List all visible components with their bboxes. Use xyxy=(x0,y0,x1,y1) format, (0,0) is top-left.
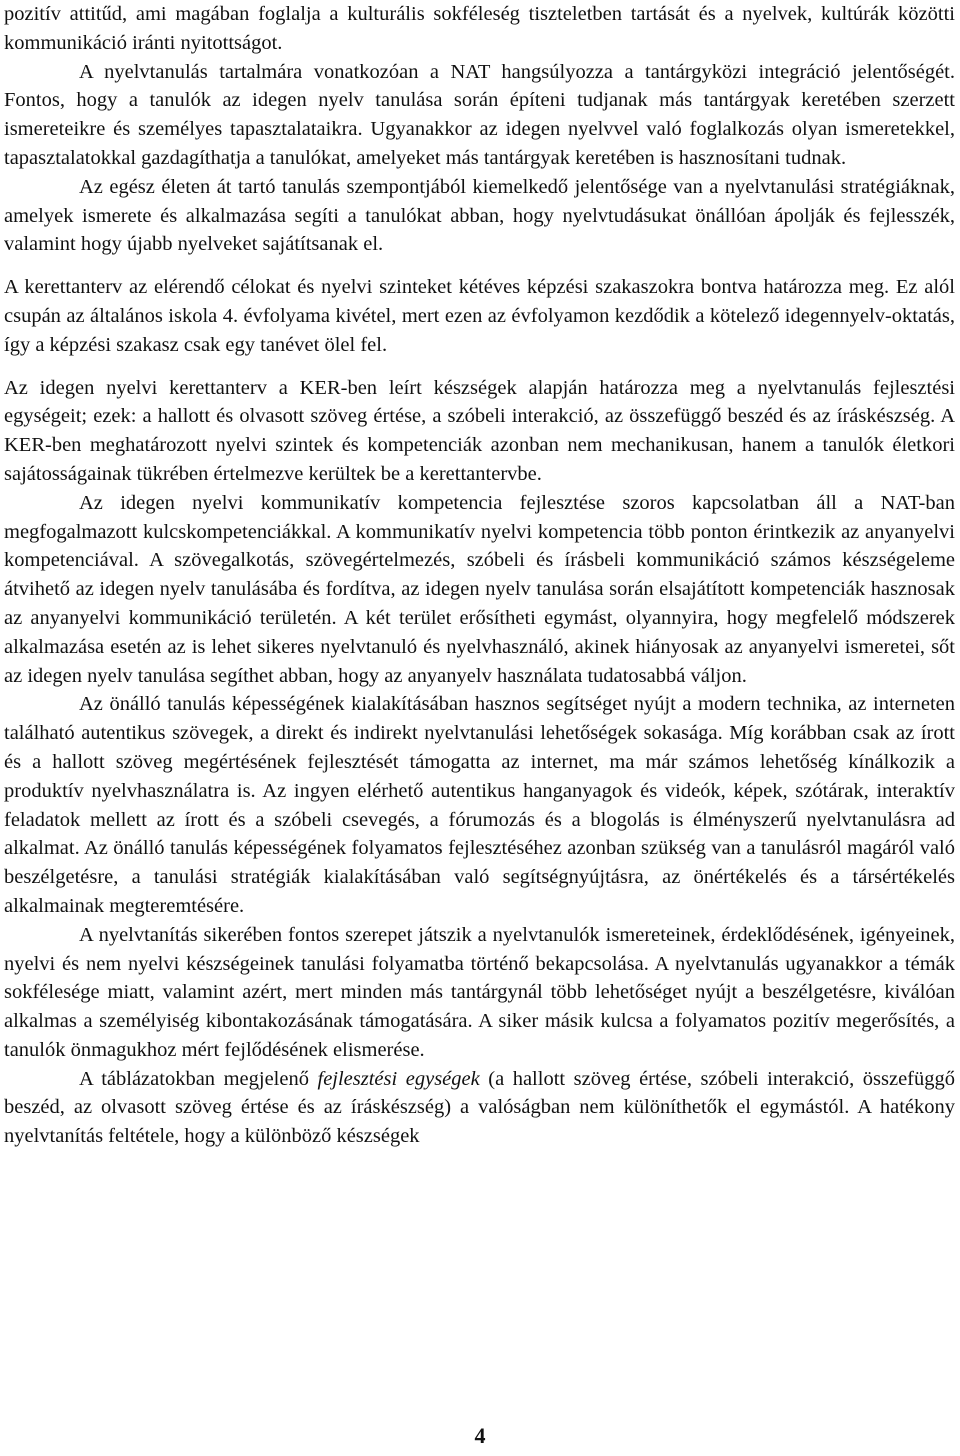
page-number: 4 xyxy=(474,1423,486,1448)
paragraph-7: Az önálló tanulás képességének kialakításában hasznos segítséget nyújt a modern technika, az interneten található autentikus szövegek, a direkt és indirekt nyelvtanulási lehetőségek sokasága. Míg korábban csak az írott és a hallott szöveg megértésének fejlesztését támogatta az internet, ma már számos lehetőség kínálkozik a produktív nyelvhasználatra is. Az ingyen elérhető autentikus hanganyagok és videók, képek, szótárak, interaktív feladatok mellett az írott és a szóbeli csevegés, a fórumozás és a blogolás is élményszerű nyelvtanulásra ad alkalmat. Az önálló tanulás képességének folyamatos fejlesztéséhez azonban szükség van a tanulásról magáról való beszélgetésre, a tanulási stratégiák kialakításában való segítségnyújtásra, az önértékelés és a társértékelés alkalmainak megteremtésére. xyxy=(4,693,955,917)
paragraph-8: A nyelvtanítás sikerében fontos szerepet játszik a nyelvtanulók ismereteinek, érdeklődésének, igényeinek, nyelvi és nem nyelvi készségeinek tanulási folyamatba történő bekapcsolása. A nyelvtanulás ugyanakkor a témák sokfélesége miatt, valamint azért, mert minden más tantárgynál több lehetőséget nyújt a beszélgetésre, kiválóan alkalmas a személyiség kibontakozásának támogatására. A siker másik kulcsa a folyamatos pozitív megerősítés, a tanulók önmagukhoz mért fejlődésének elismerése. xyxy=(4,923,955,1061)
paragraph-9 xyxy=(4,1065,955,1151)
document-page xyxy=(4,0,955,1151)
paragraph-2: A nyelvtanulás tartalmára vonatkozóan a NAT hangsúlyozza a tantárgyközi integráció jelentőségét. Fontos, hogy a tanulók az idegen nyelv tanulása során építeni tudjanak más tantárgyak keretében szerzett ismereteikre és személyes tapasztalataikra. Ugyanakkor az idegen nyelvvel való foglalkozás olyan ismeretekkel, tapasztalatokkal gazdagíthatja a tanulókat, amelyeket más tantárgyak keretében is hasznosítani tudnak. xyxy=(4,60,955,169)
paragraph-9-italic: fejlesztési egységek xyxy=(317,1067,480,1090)
paragraph-9-start: A táblázatokban megjelenő xyxy=(79,1067,318,1090)
paragraph-4: A kerettanterv az elérendő célokat és nyelvi szinteket kétéves képzési szakaszokra bontva határozza meg. Ez alól csupán az általános iskola 4. évfolyama kivétel, mert ezen az évfolyamon kezdődik a kötelező idegennyelv-oktatás, így a képzési szakasz csak egy tanévet ölel fel. xyxy=(4,276,955,356)
paragraph-9-end: (a hallott szöveg értése, szóbeli interakció, összefüggő beszéd, az olvasott szöveg értése és az íráskészség) a valóságban nem különíthetők el egymástól. A hatékony nyelvtanítás feltétele, hogy a különböző készségek xyxy=(4,1067,955,1148)
paragraph-1: pozitív attitűd, ami magában foglalja a kulturális sokféleség tiszteletben tartását és a nyelvek, kultúrák közötti kommunikáció iránti nyitottságot. xyxy=(4,3,955,54)
paragraph-6: Az idegen nyelvi kommunikatív kompetencia fejlesztése szoros kapcsolatban áll a NAT-ban megfogalmazott kulcskompetenciákkal. A kommunikatív nyelvi kompetencia több ponton érintkezik az anyanyelvi kompetenciával. A szövegalkotás, szövegértelmezés, szóbeli és írásbeli kommunikáció számos készségeleme átvihető az idegen nyelv tanulásába és fordítva, az idegen nyelv tanulása során elsajátított kompetenciák hasznosak az anyanyelvi kommunikáció területén. A két terület erősítheti egymást, olyannyira, hogy megfelelő módszerek alkalmazása esetén az is lehet sikeres nyelvtanuló és nyelvhasználó, akinek hiányosak az anyanyelvi ismeretei, sőt az idegen nyelv tanulása segíthet abban, hogy az anyanyelv használata tudatosabbá váljon. xyxy=(4,491,955,687)
paragraph-5: Az idegen nyelvi kerettanterv a KER-ben leírt készségek alapján határozza meg a nyelvtanulás fejlesztési egységeit; ezek: a hallott és olvasott szöveg értése, a szóbeli interakció, az összefüggő beszéd és az íráskészség. A KER-ben meghatározott nyelvi szintek és kompetenciák azonban nem mechanikusan, hanem a tanulók életkori sajátosságainak tükrében értelmezve kerültek be a kerettantervbe. xyxy=(4,376,955,485)
paragraph-3: Az egész életen át tartó tanulás szempontjából kiemelkedő jelentősége van a nyelvtanulási stratégiáknak, amelyek ismerete és alkalmazása segíti a tanulókat abban, hogy nyelvtudásukat önállóan ápolják és fejlesszék, valamint hogy újabb nyelveket sajátítsanak el. xyxy=(4,175,955,256)
